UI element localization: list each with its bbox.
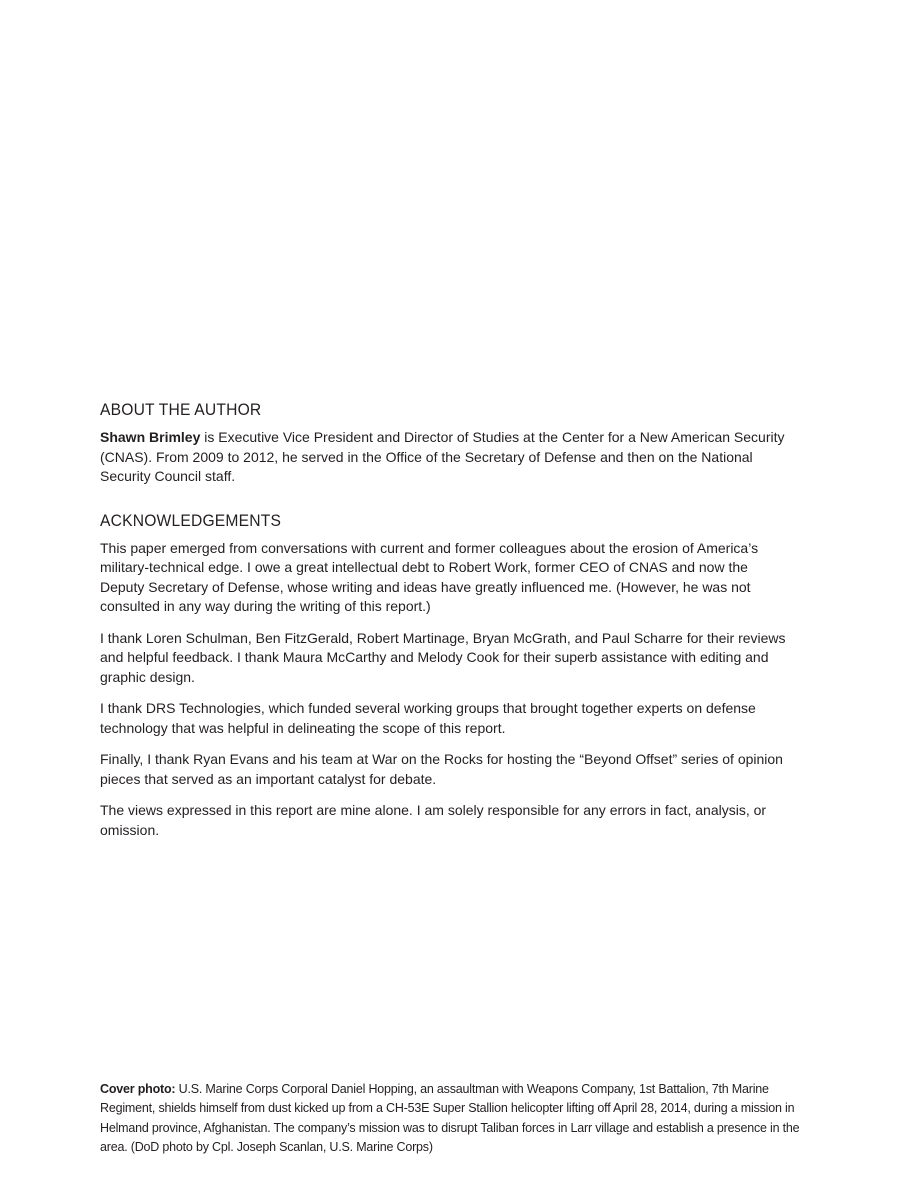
author-name: Shawn Brimley bbox=[100, 429, 201, 445]
cover-photo-text: U.S. Marine Corps Corporal Daniel Hopping, an assaultman with Weapons Company, 1st Battalion, 7th Marine Regiment, shields himself from dust kicked up from a CH-53E Super Stallion helicopter lifting off April 28, 2014, during a mission in Helmand province, Afghanistan. The company’s mission was to disrupt Taliban forces in Larr village and establish a presence in the area. (DoD photo by Cpl. Joseph Scanlan, U.S. Marine Corps) bbox=[100, 1081, 800, 1154]
acknowledgement-paragraph: Finally, I thank Ryan Evans and his team at War on the Rocks for hosting the “Beyond Offset” series of opinion pieces that served as an important catalyst for debate. bbox=[100, 751, 783, 787]
about-author-heading: ABOUT THE AUTHOR bbox=[100, 400, 262, 419]
cover-photo-caption bbox=[100, 1080, 800, 1158]
author-bio-text: is Executive Vice President and Director of Studies at the Center for a New American Security (CNAS). From 2009 to 2012, he served in the Office of the Secretary of Defense and then on the National Security Council staff. bbox=[100, 429, 785, 484]
acknowledgement-paragraph: I thank DRS Technologies, which funded several working groups that brought together experts on defense technology that was helpful in delineating the scope of this report. bbox=[100, 700, 756, 736]
main-content bbox=[100, 400, 790, 852]
acknowledgement-paragraph: The views expressed in this report are mine alone. I am solely responsible for any errors in fact, analysis, or omission. bbox=[100, 802, 767, 838]
author-bio bbox=[100, 428, 790, 487]
cover-photo-label: Cover photo: bbox=[100, 1081, 176, 1096]
acknowledgement-paragraph: This paper emerged from conversations with current and former colleagues about the erosion of America’s military-technical edge. I owe a great intellectual debt to Robert Work, former CEO of CNAS and now the Deputy Secretary of Defense, whose writing and ideas have greatly influenced me. (However, he was not consulted in any way during the writing of this report.) bbox=[100, 539, 759, 614]
acknowledgements-section bbox=[100, 511, 790, 841]
about-author-section bbox=[100, 400, 790, 487]
acknowledgements-heading: ACKNOWLEDGEMENTS bbox=[100, 510, 282, 530]
acknowledgement-paragraph: I thank Loren Schulman, Ben FitzGerald, Robert Martinage, Bryan McGrath, and Paul Scharre for their reviews and helpful feedback. I thank Maura McCarthy and Melody Cook for their superb assistance with editing and graphic design. bbox=[100, 629, 786, 685]
